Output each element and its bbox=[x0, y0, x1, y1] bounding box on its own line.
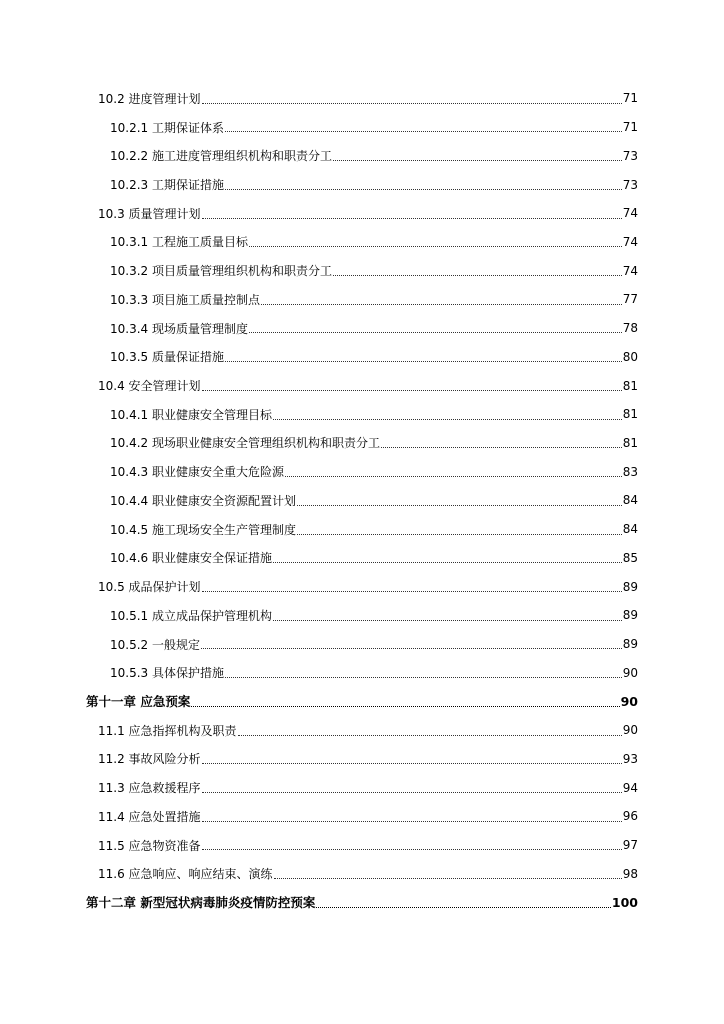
toc-entry[interactable] bbox=[0, 400, 724, 429]
toc-page-number: 78 bbox=[622, 321, 638, 336]
toc-entry[interactable] bbox=[0, 228, 724, 257]
toc-page-number: 81 bbox=[622, 407, 638, 422]
toc-entry[interactable] bbox=[0, 486, 724, 515]
toc-dot-leader bbox=[202, 390, 622, 391]
toc-dot-leader bbox=[316, 907, 611, 908]
toc-page-number: 94 bbox=[622, 780, 638, 795]
toc-page-number: 93 bbox=[622, 751, 638, 766]
toc-page-number: 89 bbox=[622, 579, 638, 594]
toc-entry-title: 10.4.3 职业健康安全重大危险源 bbox=[110, 465, 284, 480]
toc-entry[interactable] bbox=[0, 457, 724, 486]
toc-page-number: 90 bbox=[622, 723, 638, 738]
toc-chapter-entry[interactable] bbox=[0, 888, 724, 917]
toc-dot-leader bbox=[249, 246, 622, 247]
toc-entry[interactable] bbox=[0, 745, 724, 774]
toc-dot-leader bbox=[249, 332, 622, 333]
toc-dot-leader bbox=[297, 534, 622, 535]
toc-dot-leader bbox=[202, 218, 622, 219]
toc-dot-leader bbox=[191, 706, 619, 707]
toc-page-number: 84 bbox=[622, 522, 638, 537]
toc-page-number: 81 bbox=[622, 435, 638, 450]
toc-page-number: 73 bbox=[622, 148, 638, 163]
toc-entry[interactable] bbox=[0, 113, 724, 142]
toc-dot-leader bbox=[202, 849, 622, 850]
toc-entry[interactable] bbox=[0, 630, 724, 659]
toc-page-number: 90 bbox=[620, 693, 638, 709]
toc-dot-leader bbox=[225, 677, 622, 678]
toc-dot-leader bbox=[202, 591, 622, 592]
toc-entry-title: 10.3.1 工程施工质量目标 bbox=[110, 235, 248, 250]
toc-page-number: 80 bbox=[622, 349, 638, 364]
toc-entry-title: 10.4.6 职业健康安全保证措施 bbox=[110, 551, 272, 566]
toc-entry[interactable] bbox=[0, 314, 724, 343]
toc-entry[interactable] bbox=[0, 342, 724, 371]
toc-dot-leader bbox=[225, 131, 622, 132]
toc-entry-title: 10.2.2 施工进度管理组织机构和职责分工 bbox=[110, 149, 332, 164]
toc-dot-leader bbox=[333, 160, 622, 161]
toc-entry-title: 10.3 质量管理计划 bbox=[98, 206, 201, 221]
toc-entry-title: 10.2 进度管理计划 bbox=[98, 91, 201, 106]
toc-entry-title: 10.4.2 现场职业健康安全管理组织机构和职责分工 bbox=[110, 436, 380, 451]
toc-dot-leader bbox=[333, 275, 622, 276]
toc-entry-title: 10.3.2 项目质量管理组织机构和职责分工 bbox=[110, 264, 332, 279]
toc-page-number: 81 bbox=[622, 378, 638, 393]
toc-dot-leader bbox=[261, 304, 622, 305]
toc-page-number: 89 bbox=[622, 608, 638, 623]
toc-dot-leader bbox=[285, 476, 622, 477]
toc-entry-title: 10.3.4 现场质量管理制度 bbox=[110, 321, 248, 336]
toc-entry-title: 第十二章 新型冠状病毒肺炎疫情防控预案 bbox=[86, 895, 316, 911]
toc-dot-leader bbox=[273, 419, 622, 420]
toc-dot-leader bbox=[225, 189, 622, 190]
toc-entry[interactable] bbox=[0, 515, 724, 544]
toc-dot-leader bbox=[202, 763, 622, 764]
toc-dot-leader bbox=[274, 878, 622, 879]
toc-dot-leader bbox=[201, 648, 622, 649]
toc-entry[interactable] bbox=[0, 831, 724, 860]
toc-entry-title: 10.5.3 具体保护措施 bbox=[110, 666, 224, 681]
toc-dot-leader bbox=[273, 562, 622, 563]
toc-page-number: 84 bbox=[622, 493, 638, 508]
toc-entry-title: 10.3.5 质量保证措施 bbox=[110, 350, 224, 365]
toc-entry-title: 10.2.3 工期保证措施 bbox=[110, 178, 224, 193]
toc-entry-title: 第十一章 应急预案 bbox=[86, 694, 191, 710]
toc-entry[interactable] bbox=[0, 544, 724, 573]
toc-entry[interactable] bbox=[0, 371, 724, 400]
toc-entry-title: 10.4.4 职业健康安全资源配置计划 bbox=[110, 493, 296, 508]
toc-dot-leader bbox=[381, 447, 622, 448]
toc-dot-leader bbox=[225, 361, 622, 362]
toc-page-number: 73 bbox=[622, 177, 638, 192]
toc-entry[interactable] bbox=[0, 658, 724, 687]
toc-entry[interactable] bbox=[0, 199, 724, 228]
toc-page-number: 100 bbox=[611, 894, 638, 910]
toc-entry-title: 10.4 安全管理计划 bbox=[98, 379, 201, 394]
toc-entry-title: 10.5.1 成立成品保护管理机构 bbox=[110, 608, 272, 623]
toc-dot-leader bbox=[273, 620, 622, 621]
toc-page-number: 83 bbox=[622, 464, 638, 479]
toc-entry[interactable] bbox=[0, 716, 724, 745]
toc-entry-title: 10.4.1 职业健康安全管理目标 bbox=[110, 407, 272, 422]
toc-entry-title: 11.5 应急物资准备 bbox=[98, 838, 201, 853]
toc-entry-title: 11.4 应急处置措施 bbox=[98, 809, 201, 824]
toc-dot-leader bbox=[202, 103, 622, 104]
toc-page-number: 96 bbox=[622, 809, 638, 824]
toc-entry[interactable] bbox=[0, 572, 724, 601]
toc-page-number: 97 bbox=[622, 838, 638, 853]
toc-page-number: 74 bbox=[622, 234, 638, 249]
toc-entry[interactable] bbox=[0, 285, 724, 314]
toc-dot-leader bbox=[202, 821, 622, 822]
toc-entry[interactable] bbox=[0, 601, 724, 630]
toc-entry[interactable] bbox=[0, 429, 724, 458]
toc-entry[interactable] bbox=[0, 141, 724, 170]
toc-page-number: 85 bbox=[622, 550, 638, 565]
toc-entry-title: 11.2 事故风险分析 bbox=[98, 752, 201, 767]
toc-page-number: 71 bbox=[622, 91, 638, 106]
toc-entry-title: 10.4.5 施工现场安全生产管理制度 bbox=[110, 522, 296, 537]
toc-page-number: 90 bbox=[622, 665, 638, 680]
toc-entry-title: 10.5 成品保护计划 bbox=[98, 580, 201, 595]
toc-entry-title: 10.3.3 项目施工质量控制点 bbox=[110, 292, 260, 307]
toc-dot-leader bbox=[238, 735, 622, 736]
toc-entry[interactable] bbox=[0, 84, 724, 113]
toc-entry[interactable] bbox=[0, 859, 724, 888]
toc-entry-title: 10.2.1 工期保证体系 bbox=[110, 120, 224, 135]
toc-entry[interactable] bbox=[0, 773, 724, 802]
toc-page-number: 89 bbox=[622, 637, 638, 652]
table-of-contents bbox=[0, 84, 724, 917]
toc-page-number: 74 bbox=[622, 263, 638, 278]
toc-entry[interactable] bbox=[0, 256, 724, 285]
toc-entry[interactable] bbox=[0, 802, 724, 831]
toc-entry-title: 10.5.2 一般规定 bbox=[110, 637, 200, 652]
toc-page-number: 77 bbox=[622, 292, 638, 307]
toc-page-number: 71 bbox=[622, 120, 638, 135]
toc-entry[interactable] bbox=[0, 170, 724, 199]
toc-dot-leader bbox=[202, 792, 622, 793]
toc-page-number: 74 bbox=[622, 206, 638, 221]
toc-entry-title: 11.3 应急救援程序 bbox=[98, 781, 201, 796]
toc-dot-leader bbox=[297, 505, 622, 506]
toc-entry-title: 11.1 应急指挥机构及职责 bbox=[98, 723, 237, 738]
toc-chapter-entry[interactable] bbox=[0, 687, 724, 716]
toc-page-number: 98 bbox=[622, 866, 638, 881]
toc-entry-title: 11.6 应急响应、响应结束、演练 bbox=[98, 867, 273, 882]
